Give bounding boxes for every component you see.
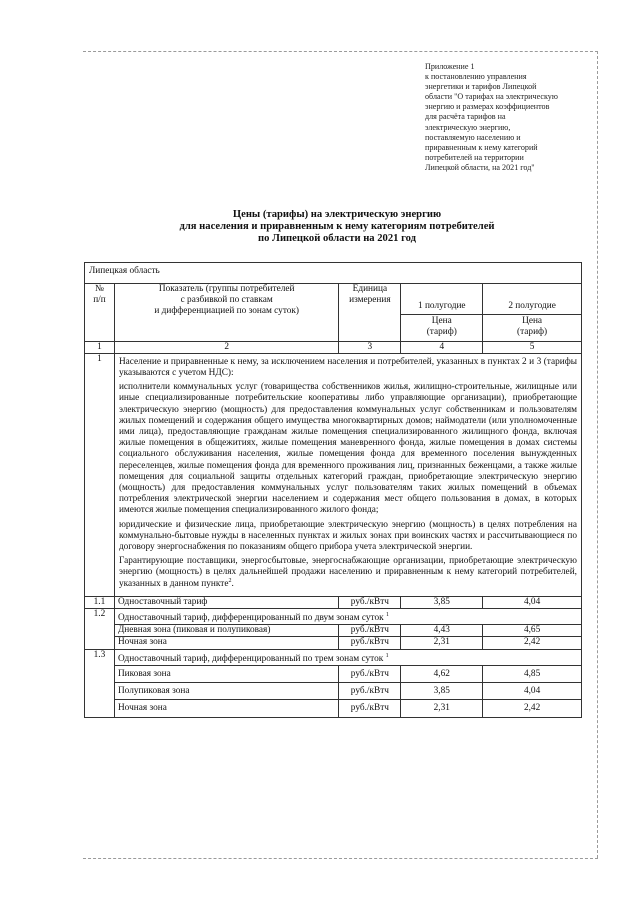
- row-value-h2: 4,04: [483, 596, 582, 608]
- header-h2: [483, 284, 582, 342]
- header-h2-label: 2 полугодие: [508, 301, 556, 311]
- title-line: Цены (тарифы) на электрическую энергию: [232, 209, 442, 220]
- footnote-ref: 1: [385, 611, 389, 618]
- appendix-line: энергию и размерах коэффициентов: [425, 102, 550, 112]
- row-1-1: [85, 596, 582, 608]
- appendix-line: Липецкой области, на 2021 год": [425, 162, 535, 172]
- row-value-h1: 4,62: [401, 665, 483, 682]
- colnum: 4: [401, 341, 483, 353]
- section-1-paragraph-2: юридические и физические лица, приобретающие электрическую энергию (мощность) в целях потребления на коммунально-бытовые нужды в населенных пунктах и жилых зонах при воинских частях и рассчитывающиеся по договору энергоснабжения по показаниям общего прибора учета электрической энергии.: [118, 519, 577, 553]
- header-h2-price: Цена (тариф): [483, 314, 581, 340]
- colnum: 3: [339, 341, 401, 353]
- row-unit: руб./кВтч: [339, 665, 401, 682]
- row-1-2-title-text: Одноставочный тариф, дифференцированный по двум зонам суток: [117, 613, 384, 624]
- region-row: [85, 263, 582, 284]
- row-value-h2: 4,65: [483, 625, 582, 637]
- section-1-paragraph-3-text: Гарантирующие поставщики, энергосбытовые, энергоснабжающие организации, приобретающие электрическую энергию (мощность) в целях дальнейшей продажи населению и приравненным к нему категорий потребителей, указанных в данном пункте: [118, 556, 577, 589]
- page-border-bottom: [83, 858, 598, 859]
- row-unit: руб./кВтч: [339, 683, 401, 700]
- appendix-line: приравненным к нему категорий: [425, 142, 538, 152]
- colnum: 5: [483, 341, 582, 353]
- row-name: Пиковая зона: [114, 665, 338, 682]
- title-line: по Липецкой области на 2021 год: [258, 233, 416, 245]
- row-name: Ночная зона: [114, 700, 338, 717]
- row-value-h2: 4,04: [483, 683, 582, 700]
- row-name: Дневная зона (пиковая и полупиковая): [114, 625, 338, 637]
- row-value-h1: 3,85: [401, 596, 483, 608]
- appendix-note: [425, 62, 585, 173]
- row-value-h2: 2,42: [483, 637, 582, 649]
- header-unit: Единица измерения: [339, 284, 401, 342]
- header-num: № п/п: [85, 284, 115, 342]
- row-1-3-title-text: Одноставочный тариф, дифференцированный по трем зонам суток: [117, 653, 384, 664]
- row-1-3-peak: [85, 665, 582, 682]
- row-1-3-head: [85, 649, 582, 665]
- footnote-ref: 1: [385, 652, 389, 659]
- row-name: Ночная зона: [114, 637, 338, 649]
- row-unit: руб./кВтч: [339, 625, 401, 637]
- page-border-right: [597, 51, 598, 858]
- row-1-3-night: [85, 700, 582, 717]
- appendix-line: энергетики и тарифов Липецкой: [425, 82, 537, 92]
- row-value-h2: 2,42: [483, 700, 582, 717]
- row-num: 1.1: [85, 596, 115, 608]
- section-1-num: 1: [85, 353, 115, 596]
- appendix-line: потребителей на территории: [425, 152, 524, 162]
- row-name: Полупиковая зона: [114, 683, 338, 700]
- header-indicator: Показатель (группы потребителей с разбивкой по ставкам и дифференциацией по зонам суток): [114, 284, 338, 342]
- row-value-h1: 2,31: [401, 700, 483, 717]
- region-cell: Липецкая область: [85, 263, 582, 284]
- tariff-table: [84, 262, 582, 718]
- header-row: [85, 284, 582, 342]
- appendix-line: для расчёта тарифов на: [425, 112, 506, 122]
- row-1-3-title: [114, 649, 581, 665]
- page-border-top: [83, 51, 598, 52]
- section-1-paragraph-3-end: .: [231, 578, 234, 589]
- row-num: 1.2: [85, 609, 115, 650]
- appendix-line: электрическую энергию,: [425, 122, 511, 132]
- section-1-paragraph-3: [119, 556, 577, 590]
- title-line: для населения и приравненным к нему категориям потребителей: [179, 221, 495, 233]
- document-title: [84, 209, 590, 246]
- row-1-2-day: [85, 625, 582, 637]
- row-num: 1.3: [85, 649, 115, 717]
- row-1-2-head: [85, 609, 582, 625]
- row-unit: руб./кВтч: [339, 637, 401, 649]
- header-h1-label: 1 полугодие: [417, 301, 466, 311]
- section-1-text: [114, 353, 581, 596]
- header-h1-price: Цена (тариф): [401, 314, 482, 340]
- section-1-paragraph-1: исполнители коммунальных услуг (товарищества собственников жилья, жилищно-строительные, жилищные или иные специализированные потребительские кооперативы либо управляющие организации), приобретающие электрическую энергию (мощность) для предоставления коммунальных услуг собственникам и пользователям жилых помещений и содержания общего имущества многоквартирных домов; наймодатели (или уполномоченные ими лица), предоставляющие гражданам жилые помещения специализированного жилищного фонда, включая жилые помещения в общежитиях, жилые помещения маневренного фонда, жилые помещения в домах системы социального обслуживания населения, жилые помещения фонда для временного поселения вынужденных переселенцев, жилые помещения фонда для временного проживания лиц, признанных беженцами, а также жилые помещения для социальной защиты отдельных категорий граждан, приобретающие электрическую энергию (мощность) для предоставления коммунальных услуг пользователям таких жилых помещений в объемах потребления электрической энергии населением и содержания мест общего пользования в домах, в которых имеются жилые помещения специализированного жилого фонда;: [118, 382, 577, 516]
- row-unit: руб./кВтч: [339, 700, 401, 717]
- row-value-h1: 3,85: [401, 683, 483, 700]
- appendix-line: поставляемую населению и: [425, 132, 521, 142]
- column-numbers-row: [85, 341, 582, 353]
- row-1-3-semipeak: [85, 683, 582, 700]
- row-name: Одноставочный тариф: [114, 596, 338, 608]
- row-value-h1: 2,31: [401, 637, 483, 649]
- colnum: 1: [85, 341, 115, 353]
- appendix-line: области "О тарифах на электрическую: [425, 92, 558, 102]
- footnote-ref: 2: [228, 577, 232, 584]
- header-h1: [401, 284, 483, 342]
- row-value-h1: 4,43: [401, 625, 483, 637]
- row-value-h2: 4,85: [483, 665, 582, 682]
- row-1-2-night: [85, 637, 582, 649]
- section-1-row: [85, 353, 582, 596]
- appendix-line: к постановлению управления: [425, 72, 527, 82]
- row-unit: руб./кВтч: [339, 596, 401, 608]
- colnum: 2: [114, 341, 338, 353]
- row-1-2-title: [114, 609, 581, 625]
- appendix-line: Приложение 1: [425, 62, 475, 71]
- section-1-intro: Население и приравненные к нему, за исключением населения и потребителей, указанных в пунктах 2 и 3 (тарифы указываются с учетом НДС):: [118, 356, 577, 379]
